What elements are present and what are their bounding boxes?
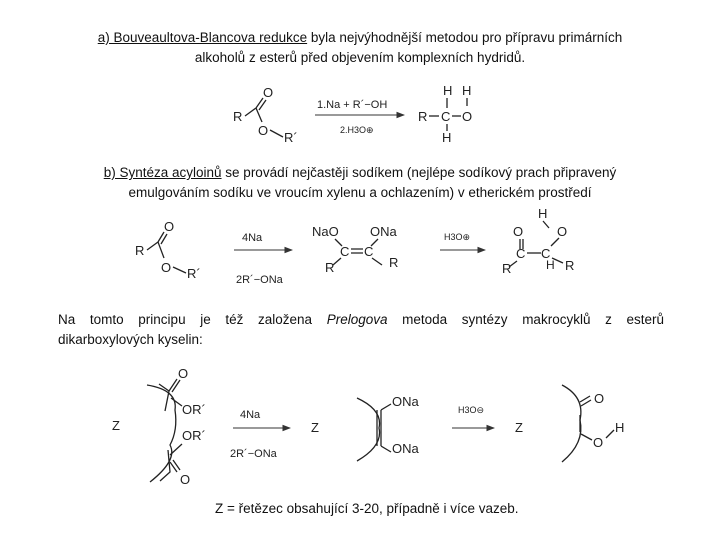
diester-or-bottom: OR´ (182, 428, 206, 443)
ester-o: O (258, 123, 269, 138)
ester-carbonyl-o: O (263, 85, 274, 100)
scheme-b-reagent-above: 4Na (242, 232, 263, 244)
scheme-c-z-product: Z (515, 420, 523, 435)
section-c-prelog: Prelogova (326, 312, 388, 327)
product-c: C (441, 109, 451, 124)
diester-o-top: O (178, 366, 189, 381)
product-c-h: H (615, 420, 625, 435)
diester-o-bottom: O (180, 472, 191, 487)
ester-b-r-prime: R´ (187, 266, 201, 281)
scheme-a-reagent-1: 1.Na + R´−OH (317, 99, 388, 111)
section-c-text-b: metoda syntézy makrocyklů z esterů (387, 312, 665, 327)
scheme-b-reagent-acid: H3O⊕ (444, 232, 471, 242)
ester-b-o: O (161, 260, 172, 275)
product-h-bottom: H (442, 130, 452, 145)
section-b-title: b) Syntéza acyloinů (103, 165, 222, 180)
scheme-a-reagent-2: 2.H3O⊕ (340, 125, 374, 135)
section-c-line2: dikarboxylových kyselin: (58, 332, 203, 347)
acyloin-h-top: H (538, 206, 548, 221)
scheme-c-z-enediolate: Z (311, 420, 319, 435)
ester-r-label: R (233, 109, 243, 124)
scheme-a (233, 83, 472, 145)
scheme-c-reagent-acid: H3O⊖ (458, 405, 485, 415)
scheme-c-product (562, 385, 624, 462)
ester-b-r: R (135, 243, 145, 258)
ester-b-carbonyl-o: O (164, 219, 175, 234)
enediolate-c2: C (364, 244, 374, 259)
scheme-a-product (418, 83, 472, 145)
diester-or-top: OR´ (182, 402, 206, 417)
scheme-b (135, 206, 574, 286)
enediolate-c1: C (340, 244, 350, 259)
acyloin-c1: C (516, 246, 526, 261)
scheme-b-acyloin (502, 206, 574, 276)
section-a-line1-rest: byla nejvýhodnější metodou pro přípravu primárních (307, 30, 623, 45)
scheme-b-reagent-below: 2R´−ONa (236, 274, 283, 286)
product-h-top: H (443, 83, 453, 98)
ester-r-prime: R´ (284, 130, 298, 145)
scheme-b-ester (135, 219, 201, 281)
acyloin-r1: R (502, 261, 512, 276)
acyloin-h-mid: H (546, 258, 555, 272)
scheme-c-diester (147, 366, 206, 487)
enediolate-r1: R (325, 260, 335, 275)
enediolate-c-ona-bottom: ONa (392, 441, 419, 456)
product-o: O (462, 109, 473, 124)
scheme-a-ester (233, 85, 298, 145)
acyloin-o2: O (557, 224, 568, 239)
scheme-c-reagent-below: 2R´−ONa (230, 448, 277, 460)
scheme-b-enediolate (312, 224, 398, 275)
section-a-line2: alkoholů z esterů před objevením komplexních hydridů. (194, 50, 526, 65)
scheme-c-reagent-above: 4Na (240, 409, 261, 421)
product-h-oh: H (462, 83, 472, 98)
acyloin-c2: C (541, 246, 551, 261)
enediolate-r2: R (389, 255, 399, 270)
product-c-o: O (594, 391, 605, 406)
scheme-c-z-diester: Z (112, 418, 120, 433)
product-c-oh-o: O (593, 435, 604, 450)
enediolate-nao: NaO (312, 224, 339, 239)
scheme-c (112, 366, 624, 487)
enediolate-c-ona-top: ONa (392, 394, 419, 409)
product-r: R (418, 109, 428, 124)
section-c-text-a: Na tomto principu je též založena (58, 312, 327, 327)
section-a-title: a) Bouveaultova-Blancova redukce (97, 30, 308, 45)
section-b-line1-rest: se provádí nejčastěji sodíkem (nejlépe sodíkový prach připravený (221, 165, 617, 180)
scheme-c-enediolate (357, 394, 420, 461)
footnote: Z = řetězec obsahující 3-20, případně i více vazeb. (215, 501, 519, 516)
section-b-line2: emulgováním sodíku ve vroucím xylenu a ochlazením) v etherickém prostředí (128, 185, 592, 200)
acyloin-o: O (513, 224, 524, 239)
enediolate-ona: ONa (370, 224, 397, 239)
acyloin-r2: R (565, 258, 575, 273)
